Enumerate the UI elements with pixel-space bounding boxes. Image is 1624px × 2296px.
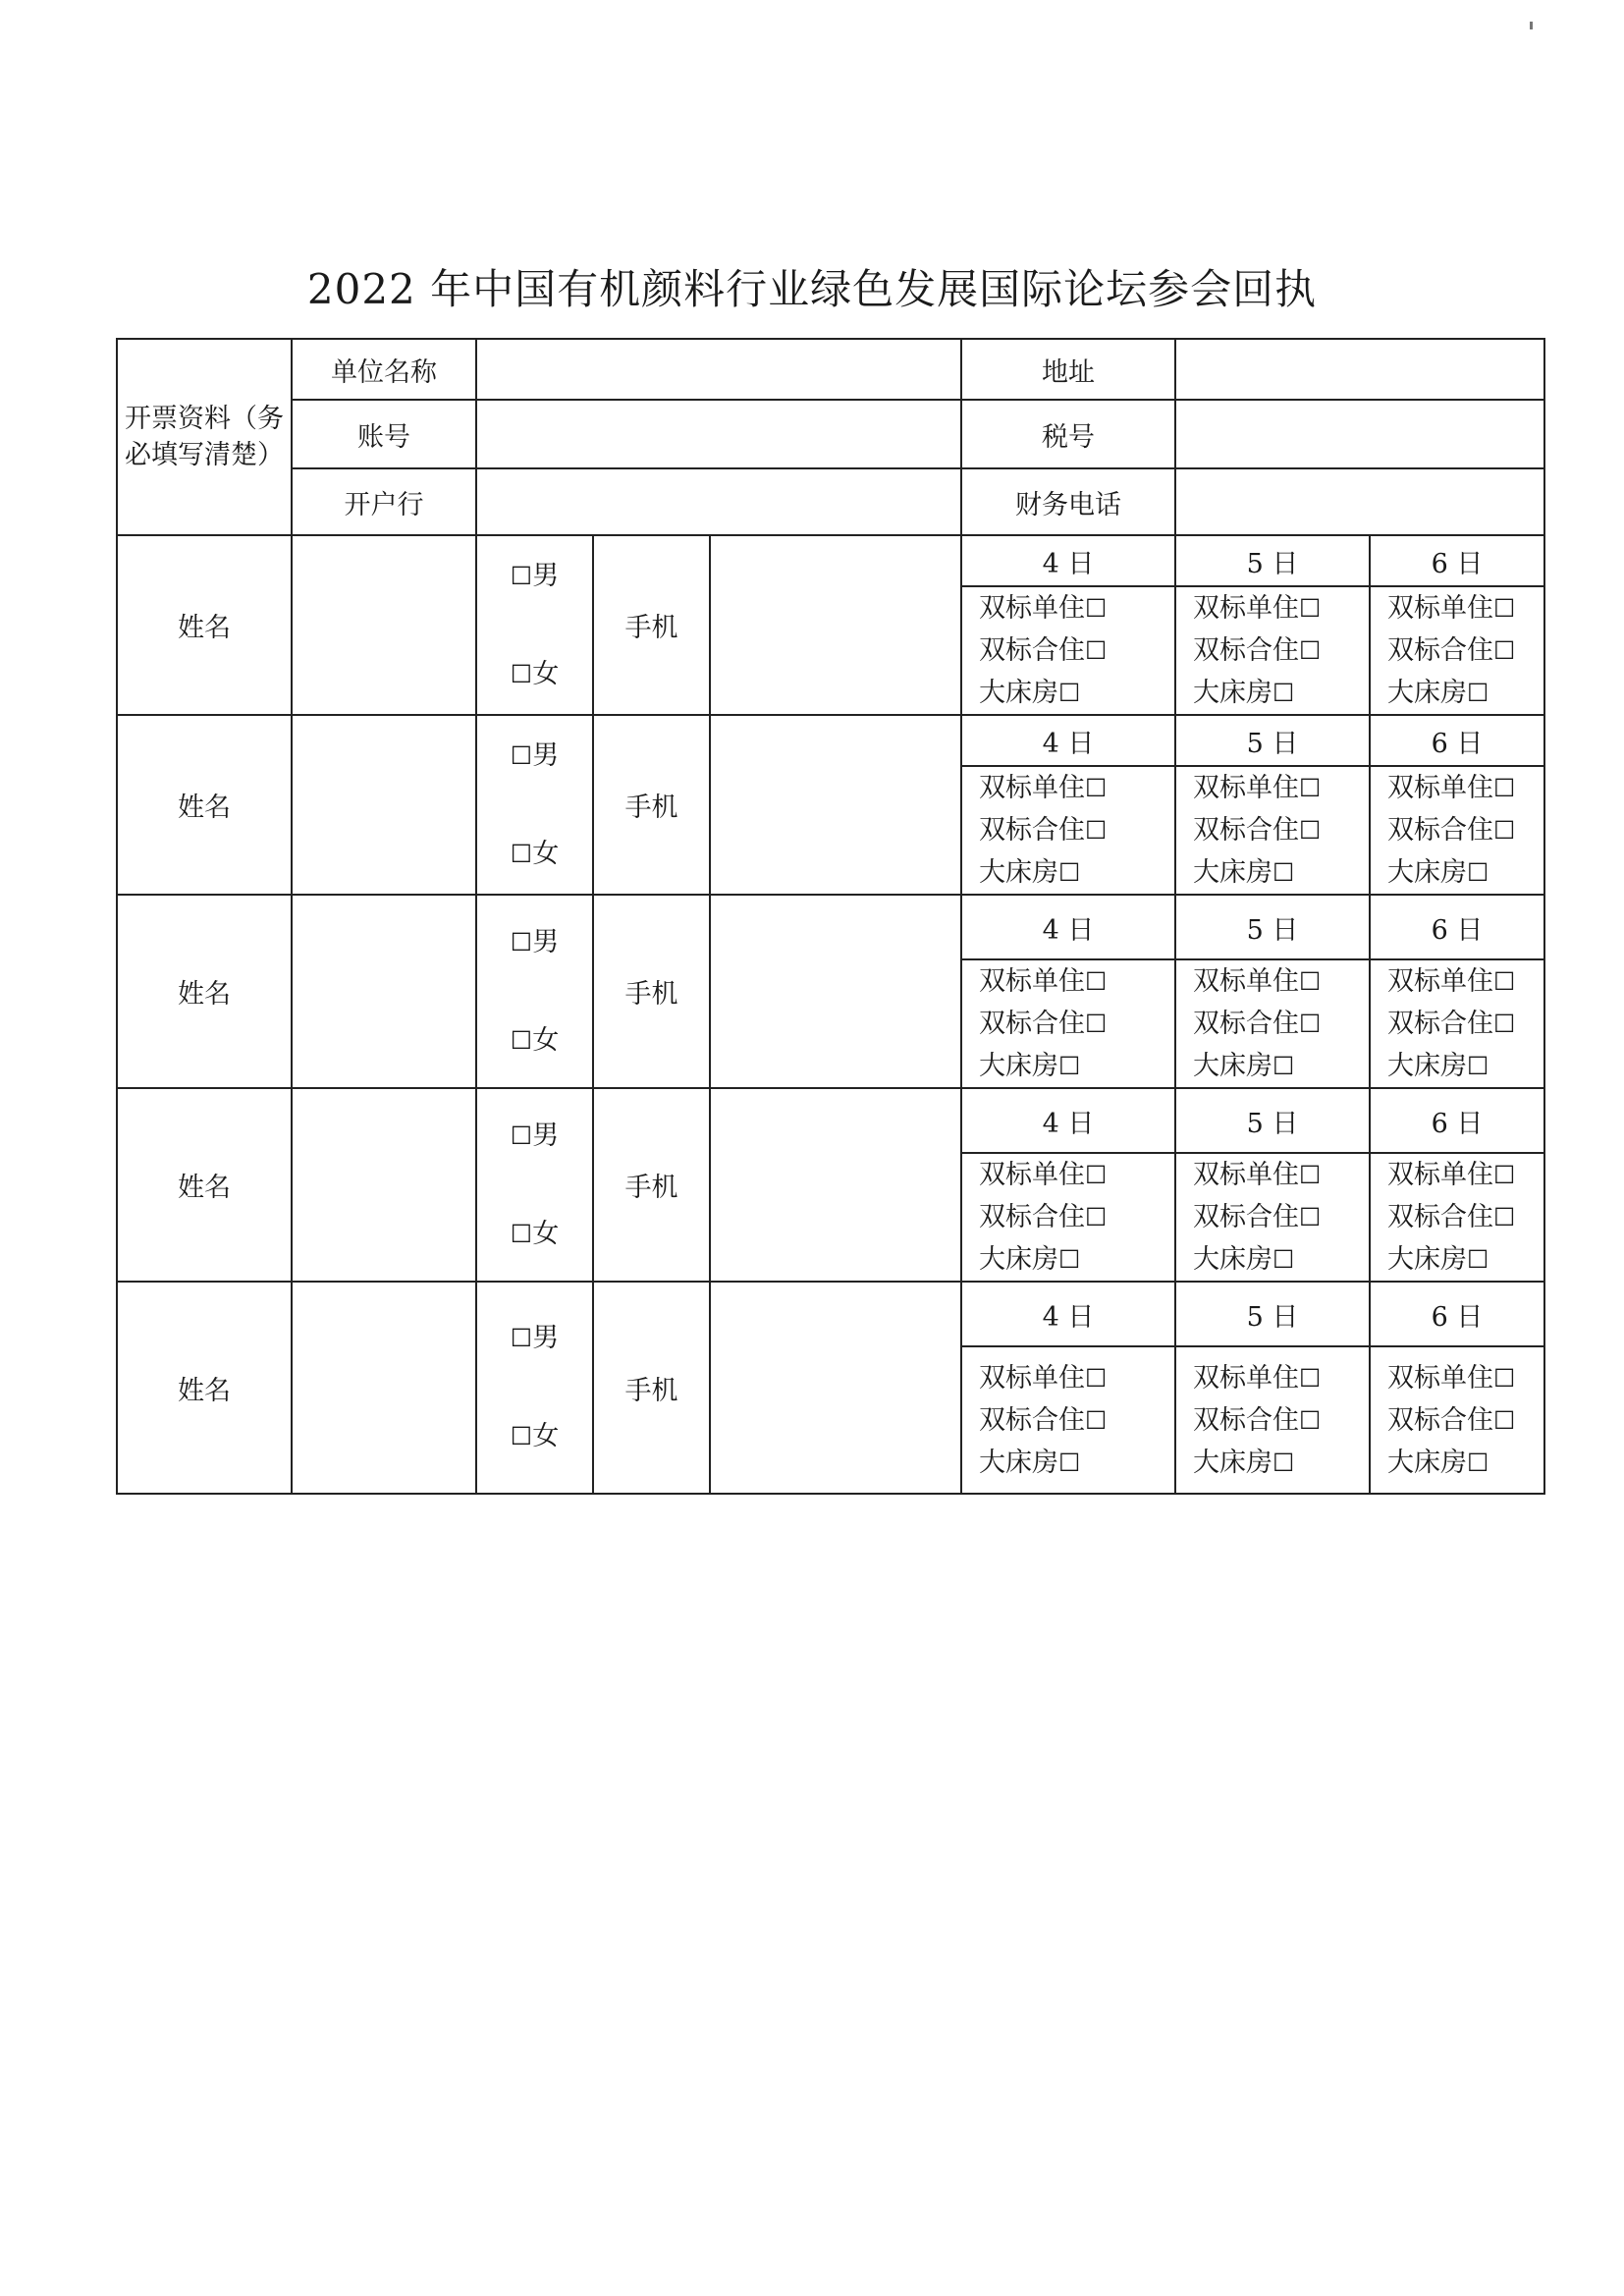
- female-label: 女: [532, 658, 560, 689]
- room-option-label: 双标合住: [979, 1009, 1086, 1039]
- room-option[interactable]: [979, 809, 1174, 851]
- room-option[interactable]: [979, 960, 1174, 1003]
- room-option-label: 大床房: [1387, 678, 1468, 708]
- room-option-label: 双标单住: [1193, 966, 1300, 997]
- room-option-label: 双标合住: [1193, 815, 1300, 846]
- phone-label: 手机: [593, 1088, 710, 1282]
- room-option[interactable]: [1193, 672, 1369, 714]
- page-title: 2022 年中国有机颜料行业绿色发展国际论坛参会回执: [306, 265, 1318, 313]
- room-option[interactable]: [1387, 587, 1543, 629]
- room-option[interactable]: [1193, 629, 1369, 672]
- room-checkbox[interactable]: ☐: [1272, 1245, 1295, 1274]
- room-checkbox[interactable]: ☐: [1493, 774, 1516, 802]
- room-option[interactable]: [1193, 809, 1369, 851]
- room-option[interactable]: [1193, 851, 1369, 894]
- room-checkbox[interactable]: ☐: [1299, 636, 1322, 665]
- room-checkbox[interactable]: ☐: [1058, 1448, 1081, 1477]
- gender-options: [476, 895, 593, 1088]
- gender-options: [476, 715, 593, 895]
- day-header: 5 日: [1175, 535, 1370, 586]
- room-checkbox[interactable]: ☐: [1493, 1203, 1516, 1231]
- room-option[interactable]: [1193, 767, 1369, 809]
- attendee-row: [117, 1282, 1544, 1346]
- room-checkbox[interactable]: ☐: [1085, 636, 1108, 665]
- room-option[interactable]: [979, 629, 1174, 672]
- phone-field[interactable]: [710, 1282, 961, 1494]
- phone-field[interactable]: [710, 535, 961, 715]
- room-options: [1370, 766, 1544, 895]
- attendee-row: [117, 1088, 1544, 1153]
- male-checkbox[interactable]: ☐: [510, 740, 533, 770]
- male-checkbox[interactable]: ☐: [510, 927, 533, 957]
- company-name-field[interactable]: [476, 339, 961, 400]
- phone-label: 手机: [593, 895, 710, 1088]
- room-option[interactable]: [979, 851, 1174, 894]
- phone-field[interactable]: [710, 1088, 961, 1282]
- room-option[interactable]: [1193, 1154, 1369, 1196]
- room-option-label: 双标合住: [979, 635, 1086, 666]
- room-checkbox[interactable]: ☐: [1299, 816, 1322, 845]
- address-label: 地址: [961, 339, 1175, 400]
- room-checkbox[interactable]: ☐: [1467, 1052, 1489, 1080]
- room-option-label: 双标合住: [1193, 635, 1300, 666]
- female-checkbox[interactable]: ☐: [510, 659, 533, 688]
- room-option[interactable]: [1387, 851, 1543, 894]
- room-checkbox[interactable]: ☐: [1299, 1203, 1322, 1231]
- room-checkbox[interactable]: ☐: [1299, 1363, 1322, 1393]
- female-label: 女: [532, 1421, 560, 1451]
- room-option-label: 双标单住: [1387, 1362, 1494, 1394]
- room-option-label: 大床房: [1387, 1244, 1468, 1275]
- room-option[interactable]: [1387, 1442, 1543, 1484]
- name-field[interactable]: [292, 535, 476, 715]
- room-checkbox[interactable]: ☐: [1272, 1052, 1295, 1080]
- room-checkbox[interactable]: ☐: [1085, 816, 1108, 845]
- room-option[interactable]: [979, 587, 1174, 629]
- tax-number-label: 税号: [961, 400, 1175, 468]
- male-label: 男: [532, 926, 560, 957]
- room-checkbox[interactable]: ☐: [1299, 1161, 1322, 1189]
- room-option[interactable]: [979, 1003, 1174, 1045]
- male-label: 男: [532, 739, 560, 771]
- room-checkbox[interactable]: ☐: [1085, 1363, 1108, 1393]
- day-header: 4 日: [961, 715, 1175, 766]
- day-header: 6 日: [1370, 895, 1544, 959]
- room-options: [961, 959, 1175, 1088]
- female-label: 女: [532, 838, 560, 869]
- male-label: 男: [532, 560, 560, 591]
- name-field[interactable]: [292, 1282, 476, 1494]
- room-option[interactable]: [1387, 1238, 1543, 1281]
- room-checkbox[interactable]: ☐: [1467, 1448, 1489, 1477]
- male-label: 男: [532, 1120, 560, 1151]
- room-checkbox[interactable]: ☐: [1493, 967, 1516, 996]
- tax-number-field[interactable]: [1175, 400, 1544, 468]
- room-option-label: 双标合住: [1387, 1009, 1494, 1039]
- room-option-label: 双标单住: [1387, 1160, 1494, 1190]
- room-checkbox[interactable]: ☐: [1085, 594, 1108, 623]
- bank-field[interactable]: [476, 468, 961, 535]
- day-header: 4 日: [961, 1282, 1175, 1346]
- day-header: 4 日: [961, 1088, 1175, 1153]
- room-option[interactable]: [1387, 767, 1543, 809]
- room-checkbox[interactable]: ☐: [1467, 1245, 1489, 1274]
- room-checkbox[interactable]: ☐: [1493, 1161, 1516, 1189]
- invoice-header: 开票资料（务必填写清楚）: [117, 339, 292, 535]
- room-options: [961, 1153, 1175, 1282]
- room-option-label: 大床房: [979, 678, 1059, 708]
- gender-male-option[interactable]: [477, 1312, 592, 1365]
- female-checkbox[interactable]: ☐: [510, 839, 533, 868]
- room-options: [1175, 1153, 1370, 1282]
- finance-phone-label: 财务电话: [961, 468, 1175, 535]
- room-option-label: 大床房: [979, 1447, 1059, 1478]
- room-option-label: 双标合住: [1387, 635, 1494, 666]
- gender-options: [476, 1282, 593, 1494]
- gender-female-option[interactable]: [477, 1410, 592, 1463]
- account-label: 账号: [292, 400, 476, 468]
- room-option-label: 双标单住: [1193, 1362, 1300, 1394]
- room-option[interactable]: [979, 1399, 1174, 1442]
- room-option-label: 大床房: [1193, 1051, 1273, 1081]
- room-option[interactable]: [1387, 1399, 1543, 1442]
- room-checkbox[interactable]: ☐: [1467, 858, 1489, 887]
- bank-label: 开户行: [292, 468, 476, 535]
- name-label: 姓名: [117, 535, 292, 715]
- room-option-label: 双标单住: [979, 593, 1086, 624]
- day-header: 5 日: [1175, 1282, 1370, 1346]
- room-option-label: 大床房: [979, 1051, 1059, 1081]
- room-checkbox[interactable]: ☐: [1299, 967, 1322, 996]
- room-option[interactable]: [1387, 1003, 1543, 1045]
- day-header: 4 日: [961, 895, 1175, 959]
- room-options: [1175, 1346, 1370, 1494]
- room-option[interactable]: [979, 1357, 1174, 1399]
- room-checkbox[interactable]: ☐: [1299, 1010, 1322, 1038]
- attendee-row: [117, 715, 1544, 766]
- room-option[interactable]: [979, 767, 1174, 809]
- day-header: 5 日: [1175, 895, 1370, 959]
- room-checkbox[interactable]: ☐: [1085, 774, 1108, 802]
- room-option-label: 双标单住: [1193, 593, 1300, 624]
- room-option-label: 双标合住: [979, 1202, 1086, 1232]
- room-option-label: 双标单住: [1193, 773, 1300, 803]
- room-checkbox[interactable]: ☐: [1299, 594, 1322, 623]
- room-option-label: 大床房: [1387, 857, 1468, 888]
- room-checkbox[interactable]: ☐: [1493, 1363, 1516, 1393]
- room-checkbox[interactable]: ☐: [1493, 1405, 1516, 1435]
- room-option-label: 大床房: [979, 1244, 1059, 1275]
- room-option[interactable]: [1387, 1045, 1543, 1087]
- room-checkbox[interactable]: ☐: [1085, 1203, 1108, 1231]
- room-option-label: 双标合住: [1193, 1404, 1300, 1436]
- room-option-label: 大床房: [1193, 678, 1273, 708]
- room-option[interactable]: [1387, 960, 1543, 1003]
- room-option-label: 双标合住: [1387, 1202, 1494, 1232]
- name-field[interactable]: [292, 715, 476, 895]
- room-option[interactable]: [1193, 1045, 1369, 1087]
- room-option[interactable]: [1193, 1238, 1369, 1281]
- room-checkbox[interactable]: ☐: [1085, 1161, 1108, 1189]
- room-option-label: 双标单住: [979, 1160, 1086, 1190]
- room-option[interactable]: [1193, 587, 1369, 629]
- room-options: [961, 766, 1175, 895]
- room-checkbox[interactable]: ☐: [1085, 967, 1108, 996]
- room-option[interactable]: [979, 1238, 1174, 1281]
- room-option[interactable]: [1387, 629, 1543, 672]
- room-checkbox[interactable]: ☐: [1058, 1052, 1081, 1080]
- room-option[interactable]: [1193, 1442, 1369, 1484]
- room-option[interactable]: [1193, 960, 1369, 1003]
- name-label: 姓名: [117, 895, 292, 1088]
- room-options: [961, 586, 1175, 715]
- male-checkbox[interactable]: ☐: [510, 1324, 533, 1352]
- room-option[interactable]: [1193, 1357, 1369, 1399]
- room-checkbox[interactable]: ☐: [1272, 1448, 1295, 1477]
- finance-phone-field[interactable]: [1175, 468, 1544, 535]
- room-option[interactable]: [979, 1196, 1174, 1238]
- day-header: 6 日: [1370, 1282, 1544, 1346]
- room-checkbox[interactable]: ☐: [1272, 679, 1295, 707]
- name-field[interactable]: [292, 1088, 476, 1282]
- room-option-label: 双标合住: [1193, 1202, 1300, 1232]
- room-option-label: 双标单住: [1387, 966, 1494, 997]
- room-checkbox[interactable]: ☐: [1085, 1405, 1108, 1435]
- day-header: 6 日: [1370, 715, 1544, 766]
- room-option[interactable]: [1387, 672, 1543, 714]
- room-options: [1175, 586, 1370, 715]
- female-checkbox[interactable]: ☐: [510, 1219, 533, 1248]
- room-options: [1370, 1346, 1544, 1494]
- phone-label: 手机: [593, 715, 710, 895]
- room-options: [1370, 959, 1544, 1088]
- room-option-label: 大床房: [1387, 1447, 1468, 1478]
- name-label: 姓名: [117, 1088, 292, 1282]
- phone-field[interactable]: [710, 715, 961, 895]
- room-option[interactable]: [1387, 1154, 1543, 1196]
- female-label: 女: [532, 1024, 560, 1056]
- account-field[interactable]: [476, 400, 961, 468]
- room-option-label: 双标单住: [979, 773, 1086, 803]
- name-field[interactable]: [292, 895, 476, 1088]
- room-option[interactable]: [979, 1442, 1174, 1484]
- day-header: 6 日: [1370, 1088, 1544, 1153]
- name-label: 姓名: [117, 1282, 292, 1494]
- room-option[interactable]: [1387, 1357, 1543, 1399]
- female-checkbox[interactable]: ☐: [510, 1025, 533, 1055]
- scan-mark: [1530, 22, 1533, 29]
- room-option[interactable]: [1193, 1196, 1369, 1238]
- room-options: [1175, 959, 1370, 1088]
- room-option[interactable]: [979, 1045, 1174, 1087]
- gender-female-option[interactable]: [477, 1208, 592, 1261]
- room-checkbox[interactable]: ☐: [1085, 1010, 1108, 1038]
- room-option[interactable]: [1387, 1196, 1543, 1238]
- day-header: 5 日: [1175, 715, 1370, 766]
- room-checkbox[interactable]: ☐: [1493, 636, 1516, 665]
- gender-female-option[interactable]: [477, 648, 592, 701]
- male-checkbox[interactable]: ☐: [510, 561, 533, 590]
- room-options: [961, 1346, 1175, 1494]
- room-options: [1370, 586, 1544, 715]
- gender-male-option[interactable]: [477, 550, 592, 603]
- phone-label: 手机: [593, 1282, 710, 1494]
- phone-field[interactable]: [710, 895, 961, 1088]
- room-option-label: 大床房: [1193, 1447, 1273, 1478]
- room-checkbox[interactable]: ☐: [1058, 858, 1081, 887]
- room-checkbox[interactable]: ☐: [1299, 1405, 1322, 1435]
- male-label: 男: [532, 1323, 560, 1353]
- gender-female-option[interactable]: [477, 1014, 592, 1067]
- room-option[interactable]: [1387, 809, 1543, 851]
- registration-form: [116, 338, 1545, 1495]
- day-header: 6 日: [1370, 535, 1544, 586]
- room-options: [1175, 766, 1370, 895]
- room-option-label: 双标单住: [979, 1362, 1086, 1394]
- day-header: 5 日: [1175, 1088, 1370, 1153]
- room-checkbox[interactable]: ☐: [1493, 1010, 1516, 1038]
- room-checkbox[interactable]: ☐: [1493, 594, 1516, 623]
- room-checkbox[interactable]: ☐: [1058, 1245, 1081, 1274]
- room-option-label: 双标单住: [1387, 593, 1494, 624]
- room-option-label: 大床房: [1387, 1051, 1468, 1081]
- room-option[interactable]: [979, 1154, 1174, 1196]
- room-option-label: 双标合住: [979, 815, 1086, 846]
- room-option[interactable]: [979, 672, 1174, 714]
- attendee-row: [117, 895, 1544, 959]
- gender-male-option[interactable]: [477, 730, 592, 783]
- room-option-label: 大床房: [1193, 1244, 1273, 1275]
- room-checkbox[interactable]: ☐: [1299, 774, 1322, 802]
- day-header: 4 日: [961, 535, 1175, 586]
- phone-label: 手机: [593, 535, 710, 715]
- name-label: 姓名: [117, 715, 292, 895]
- room-option-label: 大床房: [979, 857, 1059, 888]
- room-checkbox[interactable]: ☐: [1058, 679, 1081, 707]
- attendee-row: [117, 535, 1544, 586]
- room-option[interactable]: [1193, 1003, 1369, 1045]
- room-option-label: 大床房: [1193, 857, 1273, 888]
- male-checkbox[interactable]: ☐: [510, 1121, 533, 1150]
- room-option-label: 双标单住: [979, 966, 1086, 997]
- room-options: [1370, 1153, 1544, 1282]
- gender-male-option[interactable]: [477, 916, 592, 969]
- room-option-label: 双标合住: [1193, 1009, 1300, 1039]
- gender-male-option[interactable]: [477, 1110, 592, 1163]
- gender-options: [476, 535, 593, 715]
- company-name-label: 单位名称: [292, 339, 476, 400]
- address-field[interactable]: [1175, 339, 1544, 400]
- room-checkbox[interactable]: ☐: [1272, 858, 1295, 887]
- room-option-label: 双标合住: [1387, 815, 1494, 846]
- room-option-label: 双标单住: [1193, 1160, 1300, 1190]
- gender-female-option[interactable]: [477, 828, 592, 881]
- room-checkbox[interactable]: ☐: [1467, 679, 1489, 707]
- room-checkbox[interactable]: ☐: [1493, 816, 1516, 845]
- female-checkbox[interactable]: ☐: [510, 1422, 533, 1450]
- room-option-label: 双标合住: [1387, 1404, 1494, 1436]
- room-option-label: 双标单住: [1387, 773, 1494, 803]
- room-option-label: 双标合住: [979, 1404, 1086, 1436]
- gender-options: [476, 1088, 593, 1282]
- room-option[interactable]: [1193, 1399, 1369, 1442]
- female-label: 女: [532, 1218, 560, 1249]
